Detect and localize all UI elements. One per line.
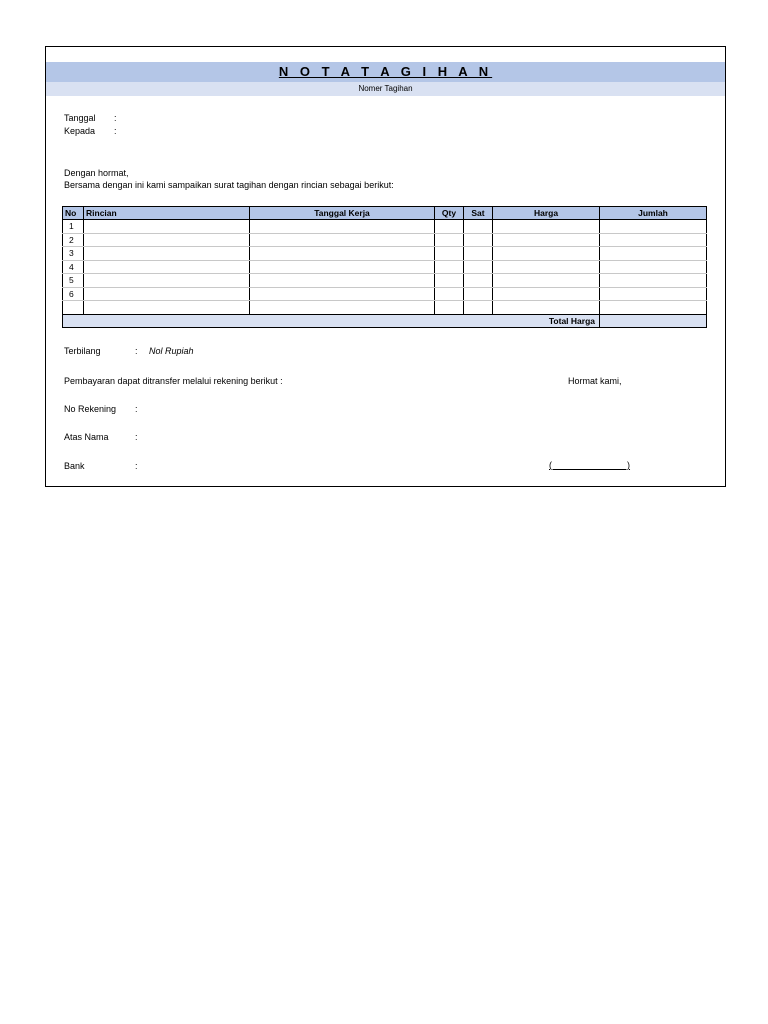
- payment-intro: Pembayaran dapat ditransfer melalui rekening berikut :: [64, 376, 283, 386]
- bank-row: [64, 461, 138, 471]
- invoice-number-label: Nomer Tagihan: [358, 84, 413, 93]
- table-row: [63, 274, 707, 288]
- atas-nama-colon: :: [135, 432, 138, 442]
- terbilang-row: [64, 346, 194, 356]
- intro-text: Bersama dengan ini kami sampaikan surat tagihan dengan rincian sebagai berikut:: [64, 180, 394, 190]
- signature-line: ( ): [549, 460, 631, 470]
- col-header-rincian: Rincian: [84, 207, 250, 220]
- col-header-qty: Qty: [435, 207, 464, 220]
- recipient-label: Kepada: [64, 126, 96, 136]
- row-number: 1: [63, 220, 84, 234]
- recipient-colon: :: [114, 126, 117, 136]
- atas-nama-label: Atas Nama: [64, 432, 109, 442]
- rekening-colon: :: [135, 404, 138, 414]
- rekening-label: No Rekening: [64, 404, 117, 414]
- row-number: 4: [63, 260, 84, 274]
- recipient-row: [64, 126, 117, 136]
- row-number: 2: [63, 233, 84, 247]
- items-table: [62, 206, 707, 328]
- col-header-harga: Harga: [493, 207, 600, 220]
- col-header-tanggal-kerja: Tanggal Kerja: [250, 207, 435, 220]
- terbilang-colon: :: [135, 346, 138, 356]
- invoice-title: N O T A T A G I H A N: [278, 64, 493, 79]
- col-header-jumlah: Jumlah: [600, 207, 707, 220]
- date-colon: :: [114, 113, 117, 123]
- row-number: [63, 301, 84, 315]
- title-band: [46, 62, 725, 82]
- table-row: [63, 247, 707, 261]
- total-value: [600, 314, 707, 327]
- bank-label: Bank: [64, 461, 85, 471]
- table-row: [63, 301, 707, 315]
- bank-colon: :: [135, 461, 138, 471]
- row-number: 6: [63, 287, 84, 301]
- row-number: 5: [63, 274, 84, 288]
- col-header-sat: Sat: [464, 207, 493, 220]
- atas-nama-row: [64, 432, 138, 442]
- date-row: [64, 113, 117, 123]
- rekening-row: [64, 404, 138, 414]
- table-row: [63, 287, 707, 301]
- invoice-number-band: [46, 82, 725, 96]
- table-row: [63, 220, 707, 234]
- terbilang-label: Terbilang: [64, 346, 101, 356]
- col-header-no: No: [63, 207, 84, 220]
- terbilang-value: Nol Rupiah: [149, 346, 194, 356]
- closing-text: Hormat kami,: [568, 376, 622, 386]
- table-header-row: [63, 207, 707, 220]
- table-row: [63, 260, 707, 274]
- greeting-text: Dengan hormat,: [64, 168, 129, 178]
- total-label: Total Harga: [63, 314, 600, 327]
- date-label: Tanggal: [64, 113, 96, 123]
- total-row: [63, 314, 707, 327]
- invoice-sheet: [45, 46, 726, 487]
- row-number: 3: [63, 247, 84, 261]
- table-row: [63, 233, 707, 247]
